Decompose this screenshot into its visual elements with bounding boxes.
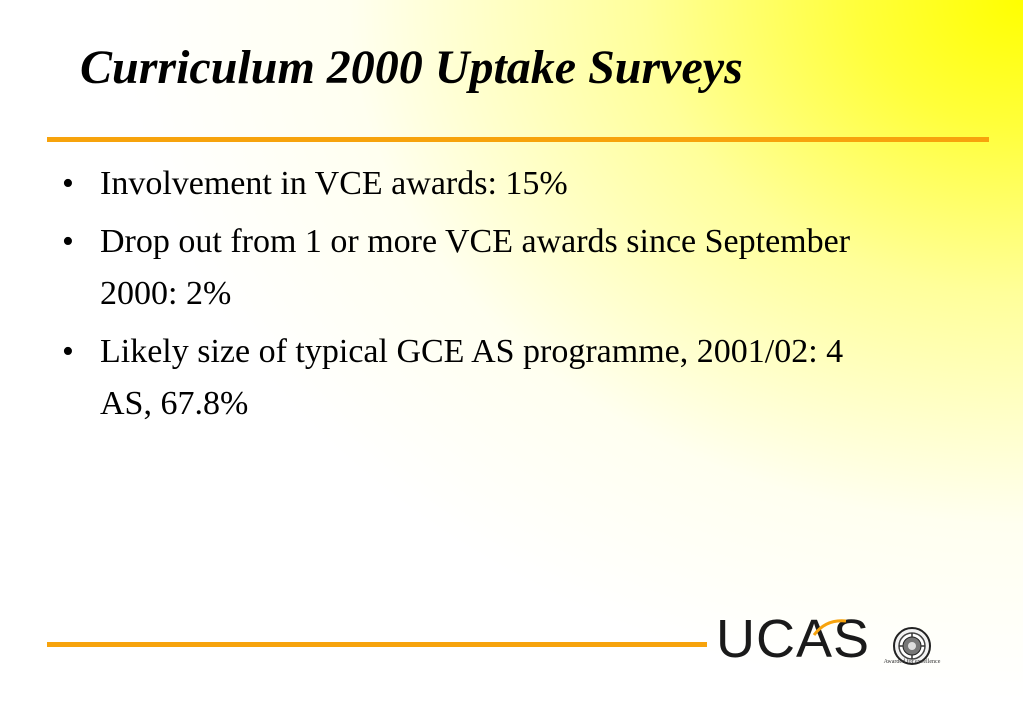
bullet-text: Involvement in VCE awards: 15% [100,165,568,202]
bullet-item [58,158,878,210]
bullet-list [58,158,878,436]
title-divider [47,137,989,142]
bullet-item [58,216,878,320]
bullet-text: Likely size of typical GCE AS programme, 2001/02: 4 AS, 67.8% [100,333,844,422]
bullet-item [58,326,878,430]
bullet-marker: • [62,223,74,260]
bullet-marker: • [62,165,74,202]
logo-swoosh-icon [812,617,848,637]
bullet-text: Drop out from 1 or more VCE awards since September 2000: 2% [100,223,851,312]
footer-divider [47,642,707,647]
bullet-marker: • [62,333,74,370]
ucas-logo: UCAS [716,609,871,669]
seal-caption: Awarded for excellence [883,659,941,665]
slide-title: Curriculum 2000 Uptake Surveys [80,41,743,94]
